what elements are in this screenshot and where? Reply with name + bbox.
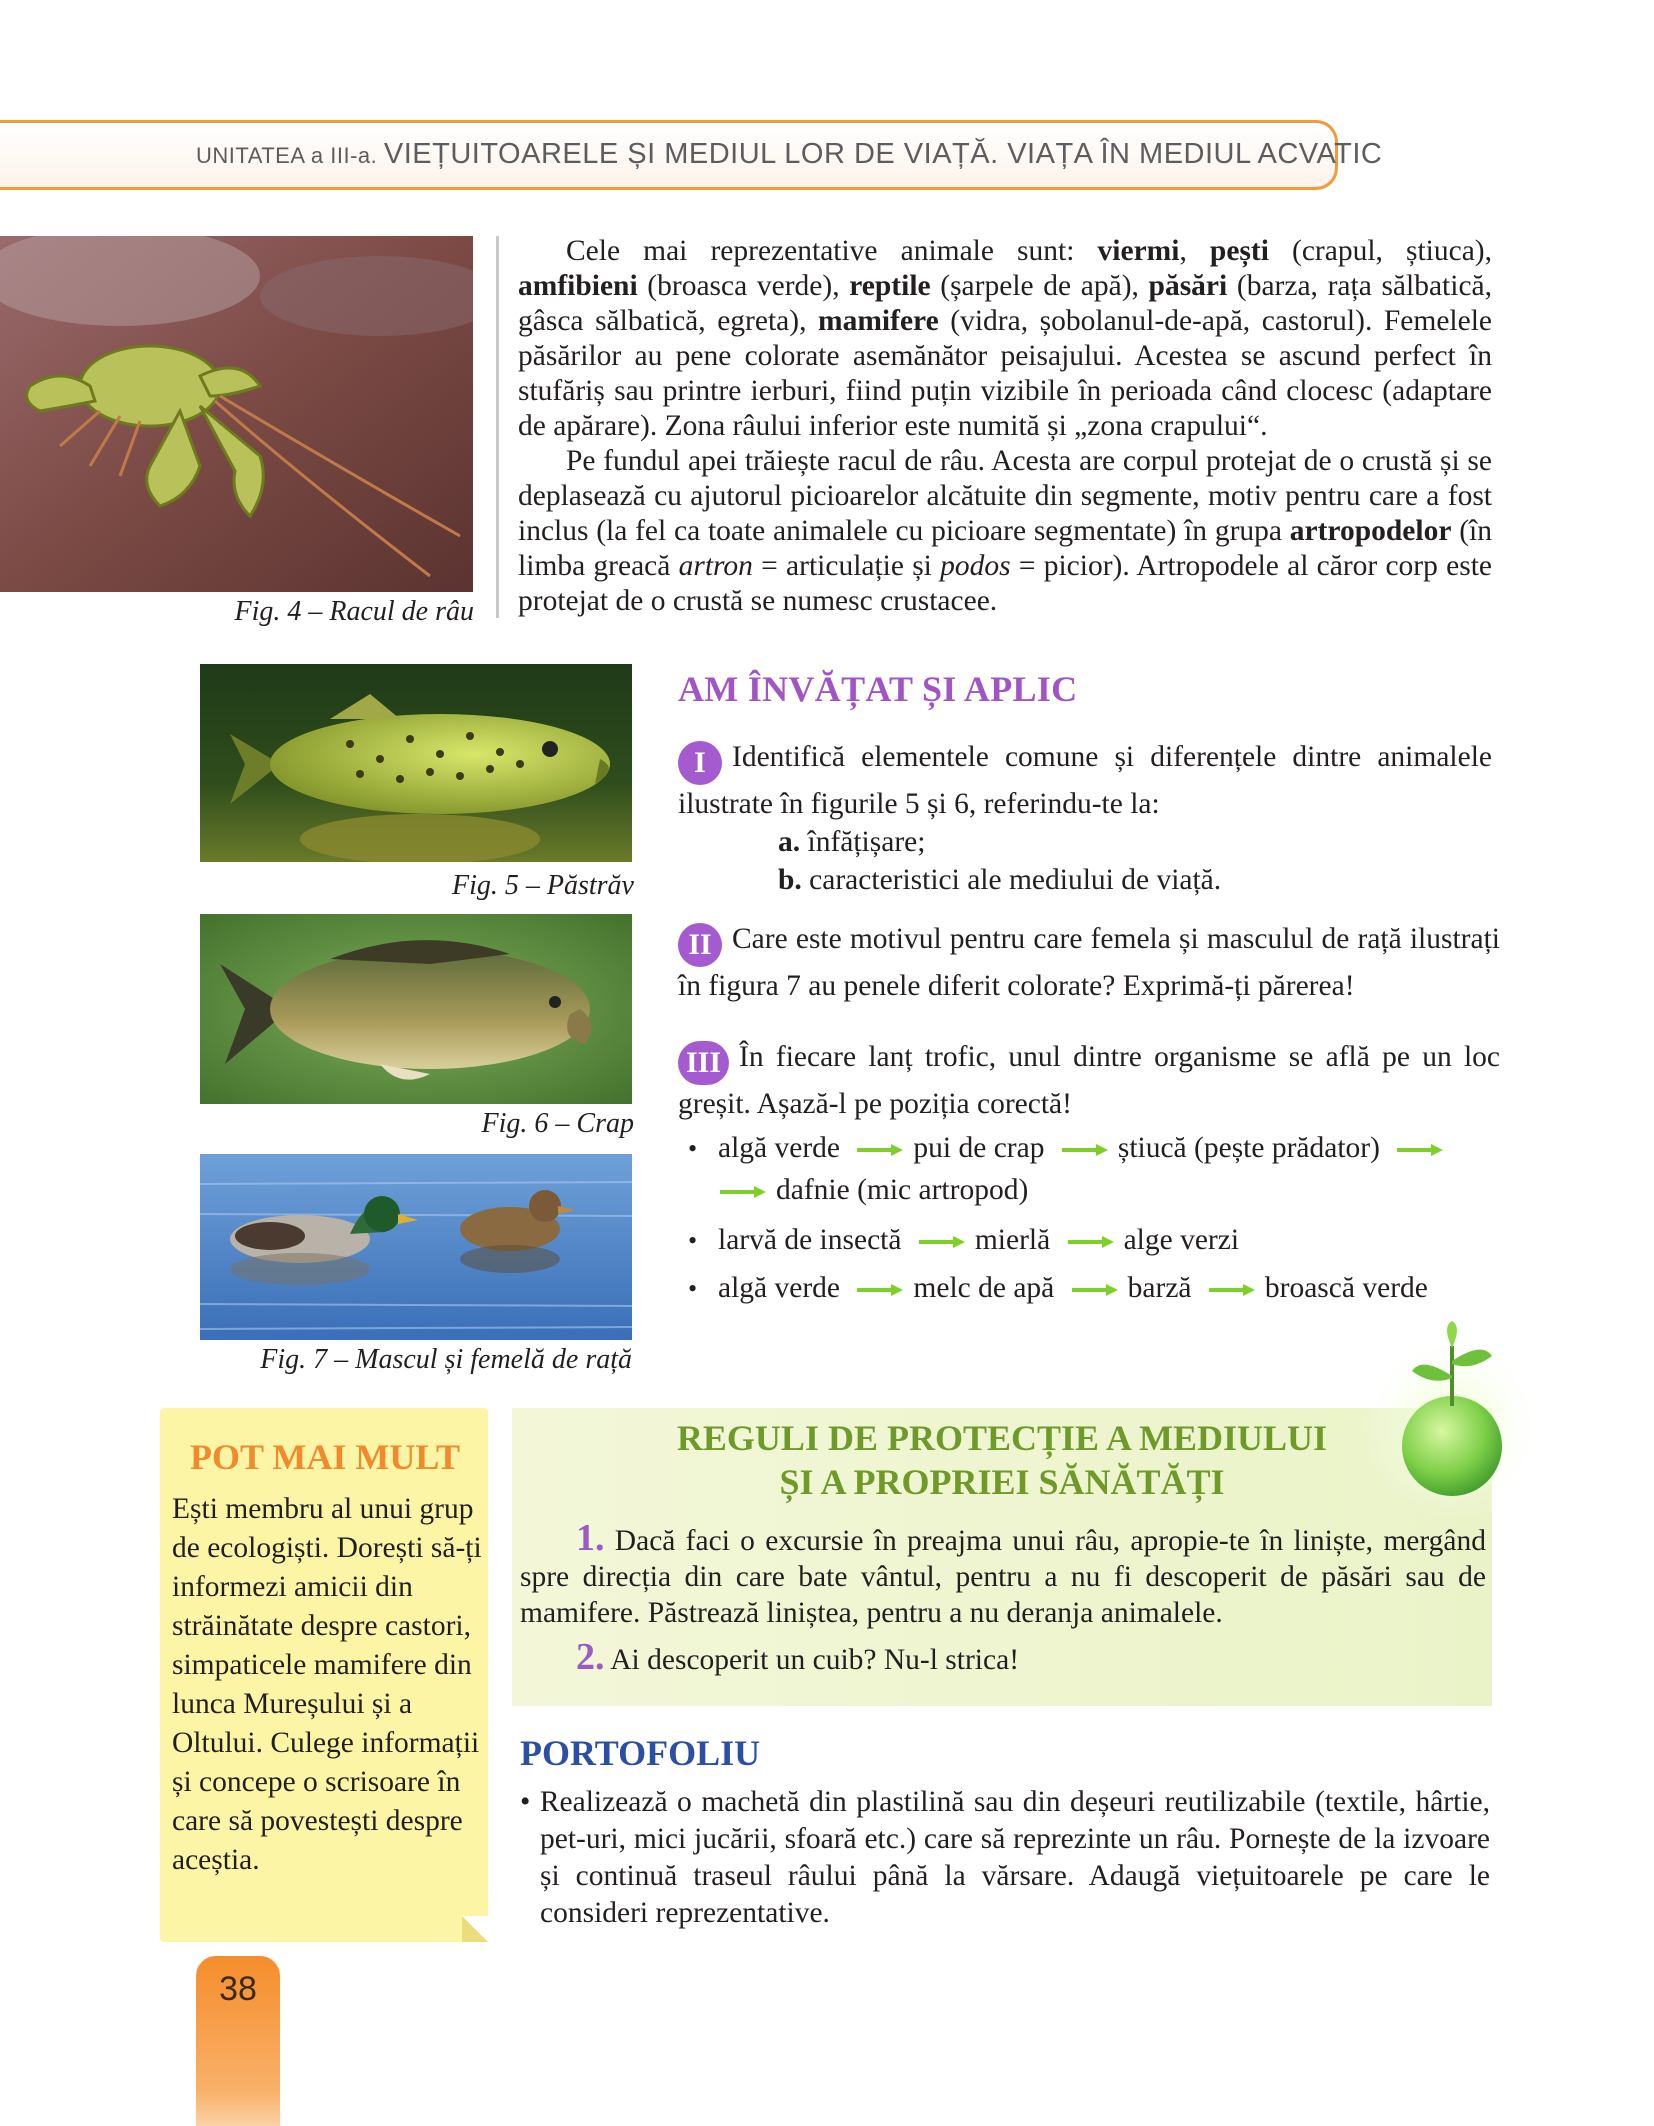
arrow-icon [1395,1142,1445,1158]
carp-photo [200,914,632,1104]
bullet: • [688,1226,698,1255]
exercise-3-text: În fiecare lanț trofic, unul dintre organisme se află pe un loc greșit. Așază-l pe poziția corectă! [678,1041,1500,1120]
arrow-icon [1207,1282,1257,1298]
exercise-2-text: Care este motivul pentru care femela și masculul de rață ilustrați în figura 7 au penele diferit colorate? Exprimă-ți părerea! [678,923,1500,1002]
rules-text [520,1517,1486,1678]
arrow-icon [855,1142,905,1158]
fig6-caption: Fig. 6 – Crap [481,1108,634,1139]
arrow-icon [1060,1142,1110,1158]
unit-header [196,138,1382,171]
rules-title: REGULI DE PROTECȚIE A MEDIULUI ȘI A PROPRIEI SĂNĂTĂȚI [676,1418,1328,1502]
exercise-3 [678,1038,1500,1123]
page-number: 38 [219,1970,257,2008]
crayfish-photo [0,236,473,592]
pot-mai-mult-text: Ești membru al unui grup de ecologiști. Dorești să-ți informezi amicii din străinătate despre castori, simpaticele mamifere din lunca Mureșului și a Oltului. Culege informații și concepe o scrisoare în care să povestești despre aceștia. [172,1493,482,1876]
food-chain-1: • algă verde pui de crap știucă (pește prădator) [688,1128,1453,1169]
unit-header-title: VIEȚUITOARELE ȘI MEDIUL LOR DE VIAȚĂ. VIAȚA ÎN MEDIUL ACVATIC [383,138,1383,170]
intro-text [518,234,1492,619]
intro-paragraph-1: Cele mai reprezentative animale sunt: viermi, pești (crapul, știuca), amfibieni (broasca verde), reptile (șarpele de apă), păsări (barza, rața sălbatică, gâsca sălbatică, egreta), mamifere (vidra, șobolanul-de-apă, castorul). Femelele păsărilor au pene colorate asemănător peisajului. Acestea se ascund perfect în stufăriș sau printre ierburi, fiind puțin vizibile în perioada când clocesc (adaptare de apărare). Zona râului inferior este numită și „zona crapului“. [518,235,1493,442]
bullet: • [520,1786,531,1818]
portfolio-text: • Realizează o machetă din plastilină sau din deșeuri reutilizabile (textile, hârtie, pet-uri, mici jucării, sfoară etc.) care să reprezinte un râu. Pornește de la izvoare și continuă traseul râului până la vărsare. Adaugă viețuitoarele pe care le consideri reprezentative. [520,1786,1490,1929]
food-chain-2: • larvă de insectă mierlă alge verzi [688,1220,1239,1261]
arrow-icon [917,1234,967,1250]
arrow-icon [1066,1234,1116,1250]
intro-paragraph-2: Pe fundul apei trăiește racul de râu. Acesta are corpul protejat de o crustă și se deplasează cu ajutorul picioarelor alcătuite din segmente, motiv pentru care a fost inclus (la fel ca toate animalele cu picioare segmentate) în grupa artropodelor (în limba greacă artron = articulație și podos = picior). Artropodele al căror corp este protejat de o crustă se numesc crustacee. [518,445,1492,617]
rule-1: 1. Dacă faci o excursie în preajma unui râu, apropie-te în liniște, mergând spre direcția din care bate vântul, pentru a nu fi descoperit de păsări sau de mamifere. Păstrează liniștea, pentru a nu deranja animalele. [520,1517,1486,1629]
portfolio-title: PORTOFOLIU [520,1733,761,1773]
pot-mai-mult-title: POT MAI MULT [190,1437,461,1477]
rule-2: 2. Ai descoperit un cuib? Nu-l strica! [576,1636,1020,1678]
food-chain-3: • algă verde melc de apă barză broască verde [688,1268,1428,1309]
food-chain-1-continued: dafnie (mic artropod) [710,1170,1028,1210]
exercise-1-text: Identifică elementele comune și diferențele dintre animalele ilustrate în figurile 5 și 6, referindu-te la: [678,741,1492,820]
exercise-1-badge: I [678,741,722,785]
fig5-caption: Fig. 5 – Păstrăv [452,870,634,901]
bullet: • [688,1134,698,1163]
exercise-3-badge: III [678,1041,729,1085]
exercise-2 [678,920,1500,1005]
fig7-caption: Fig. 7 – Mascul și femelă de rață [260,1344,632,1375]
fig4-caption: Fig. 4 – Racul de râu [234,596,474,627]
column-divider [496,236,499,618]
apply-section-title: AM ÎNVĂȚAT ȘI APLIC [678,669,1078,709]
arrow-icon [855,1282,905,1298]
arrow-icon [718,1184,768,1200]
ducks-photo [200,1154,632,1340]
exercise-1-item-b: b. caracteristici ale mediului de viață. [778,864,1222,896]
exercise-2-badge: II [678,923,722,967]
trout-photo [200,664,632,862]
bullet: • [688,1274,698,1303]
exercise-1-item-a: a. înfățișare; [778,826,926,858]
exercise-1 [678,738,1492,899]
unit-header-prefix: UNITATEA a III-a. [196,143,378,168]
arrow-icon [1070,1282,1120,1298]
